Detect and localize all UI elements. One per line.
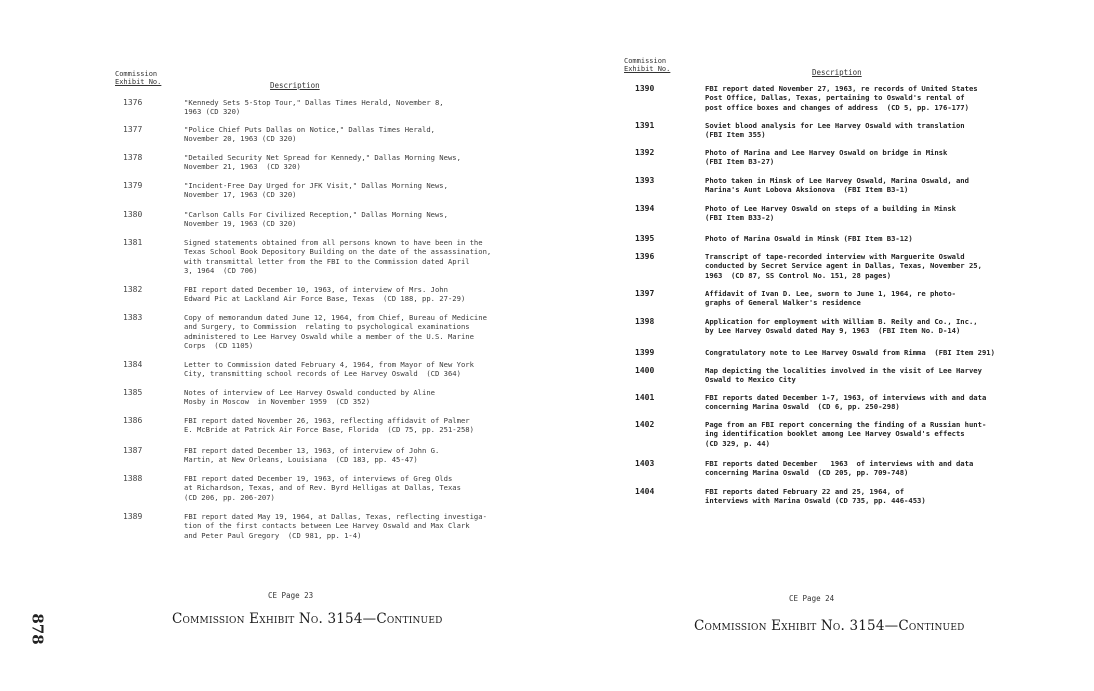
exhibit-description: Congratulatory note to Lee Harvey Oswald from Rimma (FBI Item 291)	[705, 348, 995, 357]
exhibit-description: Copy of memorandum dated June 12, 1964, from Chief, Bureau of Medicine and Surgery, to Commission relating to psychological examinations administered to Lee Harvey Oswald while a member of the U.S. Marine Corps (CD 1105)	[184, 313, 487, 351]
exhibit-number: 1401	[635, 393, 655, 402]
exhibit-description: Photo of Lee Harvey Oswald on steps of a building in Minsk (FBI Item B33-2)	[705, 204, 956, 223]
exhibit-number: 1387	[123, 446, 143, 455]
ce-page-label: CE Page 23	[268, 591, 314, 600]
exhibit-number: 1394	[635, 204, 655, 213]
exhibit-number: 1382	[123, 285, 143, 294]
exhibit-description: "Kennedy Sets 5-Stop Tour," Dallas Times Herald, November 8, 1963 (CD 320)	[184, 98, 444, 117]
exhibit-description: FBI report dated November 26, 1963, reflecting affidavit of Palmer E. McBride at Patrick Air Force Base, Florida (CD 75, pp. 251-258)	[184, 416, 474, 435]
exhibit-number: 1380	[123, 210, 143, 219]
exhibit-number: 1385	[123, 388, 143, 397]
exhibit-number: 1403	[635, 459, 655, 468]
exhibit-number: 1390	[635, 84, 655, 93]
exhibit-number: 1381	[123, 238, 143, 247]
exhibit-number: 1386	[123, 416, 143, 425]
exhibit-description: Transcript of tape-recorded interview with Marguerite Oswald conducted by Secret Service agent in Dallas, Texas, November 25, 1963 (CD 87, SS Control No. 151, 28 pages)	[705, 252, 982, 280]
exhibit-description: Photo of Marina Oswald in Minsk (FBI Item B3-12)	[705, 234, 913, 243]
exhibit-description: Signed statements obtained from all persons known to have been in the Texas School Book Depository Building on the date of the assassination, with transmittal letter from the FBI to the Commission dated April 3, 1964 (CD 706)	[184, 238, 492, 276]
ce-page-label: CE Page 24	[789, 594, 835, 603]
exhibit-description: FBI report dated May 19, 1964, at Dallas, Texas, reflecting investiga- tion of the first contacts between Lee Harvey Oswald and Max Clark and Peter Paul Gregory (CD 981, pp. 1-4)	[184, 512, 487, 540]
exhibit-number: 1378	[123, 153, 143, 162]
page-number: 878	[28, 613, 47, 645]
right-page	[547, 0, 1094, 691]
exhibit-caption: Commission Exhibit No. 3154—Continued	[694, 618, 965, 634]
exhibit-number: 1399	[635, 348, 655, 357]
exhibit-number: 1379	[123, 181, 143, 190]
exhibit-number: 1389	[123, 512, 143, 521]
exhibit-description: "Detailed Security Net Spread for Kennedy," Dallas Morning News, November 21, 1963 (CD 320)	[184, 153, 461, 172]
exhibit-description: "Incident-Free Day Urged for JFK Visit," Dallas Morning News, November 17, 1963 (CD 320)	[184, 181, 448, 200]
exhibit-description: Soviet blood analysis for Lee Harvey Oswald with translation (FBI Item 355)	[705, 121, 965, 140]
column-header-exhibit	[624, 57, 670, 73]
exhibit-number: 1392	[635, 148, 655, 157]
exhibit-description: Notes of interview of Lee Harvey Oswald conducted by Aline Mosby in Moscow in November 1959 (CD 352)	[184, 388, 435, 407]
exhibit-description: "Carlson Calls For Civilized Reception," Dallas Morning News, November 19, 1963 (CD 320)	[184, 210, 448, 229]
header-commission: Commission	[624, 57, 667, 65]
exhibit-number: 1388	[123, 474, 143, 483]
header-description: Description	[812, 68, 862, 77]
exhibit-description: FBI report dated December 13, 1963, of interview of John G. Martin, at New Orleans, Louisiana (CD 183, pp. 45-47)	[184, 446, 440, 465]
exhibit-number: 1402	[635, 420, 655, 429]
exhibit-description: Page from an FBI report concerning the finding of a Russian hunt- ing identification booklet among Lee Harvey Oswald's effects (CD 329, p. 44)	[705, 420, 987, 448]
exhibit-number: 1393	[635, 176, 655, 185]
exhibit-number: 1383	[123, 313, 143, 322]
exhibit-number: 1397	[635, 289, 655, 298]
header-exhibit-no: Exhibit No.	[624, 65, 671, 73]
exhibit-number: 1391	[635, 121, 655, 130]
header-commission: Commission	[115, 70, 158, 78]
exhibit-description: Photo taken in Minsk of Lee Harvey Oswald, Marina Oswald, and Marina's Aunt Lobova Aksionova (FBI Item B3-1)	[705, 176, 969, 195]
exhibit-number: 1400	[635, 366, 655, 375]
exhibit-description: FBI reports dated December 1-7, 1963, of interviews with and data concerning Marina Oswald (CD 6, pp. 250-298)	[705, 393, 987, 412]
exhibit-number: 1377	[123, 125, 143, 134]
exhibit-number: 1396	[635, 252, 655, 261]
exhibit-description: Letter to Commission dated February 4, 1964, from Mayor of New York City, transmitting school records of Lee Harvey Oswald (CD 364)	[184, 360, 474, 379]
header-description: Description	[270, 81, 320, 90]
exhibit-description: Affidavit of Ivan D. Lee, sworn to June 1, 1964, re photo- graphs of General Walker's residence	[705, 289, 956, 308]
exhibit-description: FBI report dated November 27, 1963, re records of United States Post Office, Dallas, Texas, pertaining to Oswald's rental of post office boxes and changes of address (CD 5, pp. 176-177)	[705, 84, 978, 112]
header-exhibit-no: Exhibit No.	[115, 78, 162, 86]
exhibit-description: FBI report dated December 19, 1963, of interviews of Greg Olds at Richardson, Texas, and of Rev. Byrd Helligas at Dallas, Texas (CD 206, pp. 206-207)	[184, 474, 461, 502]
exhibit-description: FBI reports dated December 1963 of interviews with and data concerning Marina Oswald (CD 205, pp. 709-748)	[705, 459, 974, 478]
exhibit-number: 1398	[635, 317, 655, 326]
column-header-exhibit	[115, 70, 161, 86]
exhibit-description: FBI reports dated February 22 and 25, 1964, of interviews with Marina Oswald (CD 735, pp. 446-453)	[705, 487, 926, 506]
exhibit-description: FBI report dated December 10, 1963, of interview of Mrs. John Edward Pic at Lackland Air Force Base, Texas (CD 188, pp. 27-29)	[184, 285, 466, 304]
exhibit-description: Map depicting the localities involved in the visit of Lee Harvey Oswald to Mexico City	[705, 366, 982, 385]
exhibit-description: "Police Chief Puts Dallas on Notice," Dallas Times Herald, November 20, 1963 (CD 320)	[184, 125, 435, 144]
exhibit-number: 1376	[123, 98, 143, 107]
exhibit-description: Application for employment with William B. Reily and Co., Inc., by Lee Harvey Oswald dated May 9, 1963 (FBI Item No. D-14)	[705, 317, 978, 336]
exhibit-number: 1395	[635, 234, 655, 243]
exhibit-caption: Commission Exhibit No. 3154—Continued	[172, 611, 443, 627]
exhibit-number: 1384	[123, 360, 143, 369]
exhibit-number: 1404	[635, 487, 655, 496]
exhibit-description: Photo of Marina and Lee Harvey Oswald on bridge in Minsk (FBI Item B3-27)	[705, 148, 948, 167]
